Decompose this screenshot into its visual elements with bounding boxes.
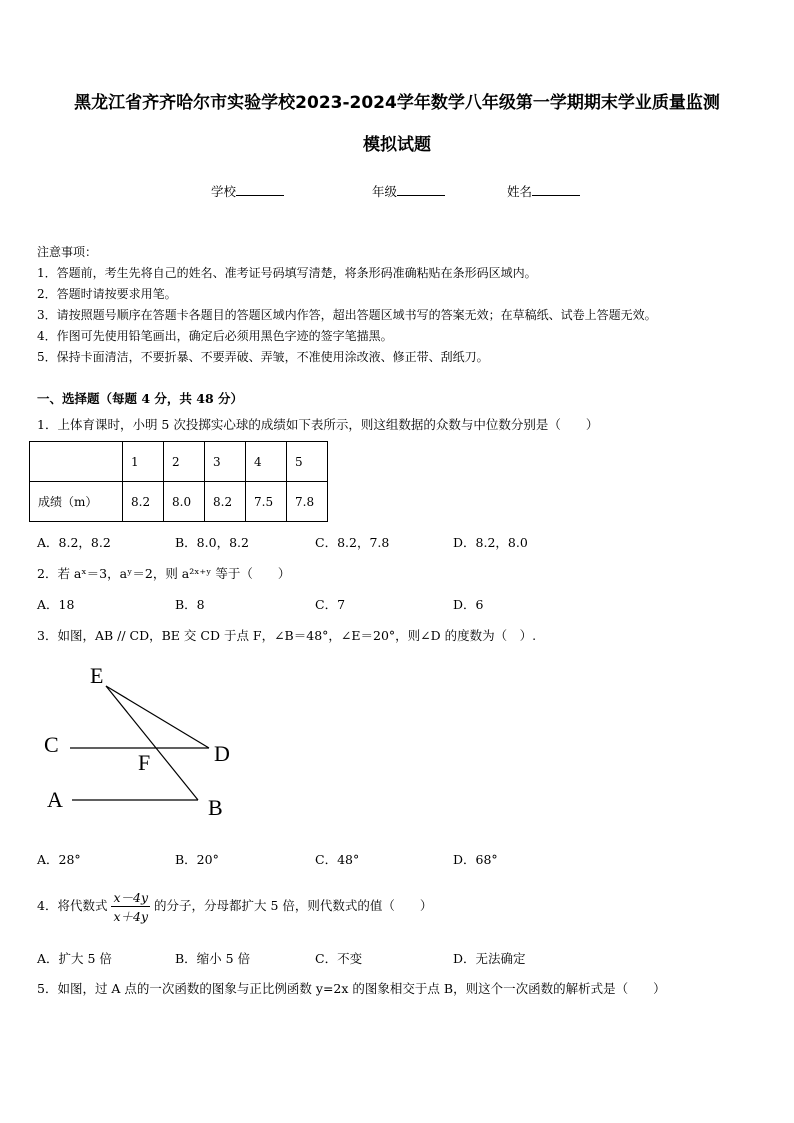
school-label: 学校 xyxy=(211,184,237,199)
option-b[interactable]: B．8.0，8.2 xyxy=(175,535,249,550)
score-table xyxy=(29,441,328,522)
table-cell: 5 xyxy=(287,442,328,482)
point-label-a: A xyxy=(47,787,63,812)
table-cell: 8.0 xyxy=(164,482,205,522)
point-label-b: B xyxy=(208,795,223,820)
grade-field[interactable] xyxy=(372,182,445,200)
fraction-expression xyxy=(111,888,150,925)
school-field[interactable] xyxy=(211,182,284,200)
question-3-text: 3．如图，AB // CD，BE 交 CD 于点 F，∠B＝48°，∠E＝20°，则∠D 的度数为（ ）. xyxy=(37,628,537,643)
note-item: 2．答题时请按要求用笔。 xyxy=(37,287,177,301)
line-ed xyxy=(106,686,209,748)
notes-heading: 注意事项： xyxy=(37,245,98,259)
name-field[interactable] xyxy=(507,182,580,200)
section-heading: 一、选择题（每题 4 分，共 48 分） xyxy=(37,391,244,406)
option-a[interactable]: A．18 xyxy=(37,597,75,612)
point-label-c: C xyxy=(44,732,59,757)
table-cell xyxy=(30,442,123,482)
geometry-figure xyxy=(30,655,260,830)
table-row xyxy=(30,482,328,522)
notes-block xyxy=(37,242,657,368)
option-c[interactable]: C．不变 xyxy=(315,951,363,966)
grade-blank[interactable] xyxy=(397,183,445,196)
question-4-text xyxy=(37,888,432,925)
table-cell: 成绩（m） xyxy=(30,482,123,522)
option-b[interactable]: B．20° xyxy=(175,852,219,867)
fraction-denominator: x＋4y xyxy=(113,909,149,924)
option-d[interactable]: D．6 xyxy=(453,597,484,612)
question-5-text: 5．如图，过 A 点的一次函数的图象与正比例函数 y=2x 的图象相交于点 B，则这个一次函数的解析式是（ ） xyxy=(37,981,666,996)
note-item: 4．作图可先使用铅笔画出，确定后必须用黑色字迹的签字笔描黑。 xyxy=(37,329,393,343)
point-label-e: E xyxy=(90,663,104,688)
table-cell: 7.5 xyxy=(246,482,287,522)
name-blank[interactable] xyxy=(532,183,580,196)
table-cell: 8.2 xyxy=(205,482,246,522)
point-label-d: D xyxy=(214,741,230,766)
line-eb xyxy=(106,686,198,800)
table-cell: 4 xyxy=(246,442,287,482)
exam-title-line2: 模拟试题 xyxy=(363,135,431,155)
exam-title-line1: 黑龙江省齐齐哈尔市实验学校2023-2024学年数学八年级第一学期期末学业质量监测 xyxy=(74,93,720,113)
option-a[interactable]: A．28° xyxy=(37,852,81,867)
option-c[interactable]: C．8.2，7.8 xyxy=(315,535,390,550)
note-item: 3．请按照题号顺序在答题卡各题目的答题区域内作答，超出答题区域书写的答案无效；在草稿纸、试卷上答题无效。 xyxy=(37,308,657,322)
q4-suffix: 的分子，分母都扩大 5 倍，则代数式的值（ ） xyxy=(154,898,433,913)
option-d[interactable]: D．无法确定 xyxy=(453,951,526,966)
table-row xyxy=(30,442,328,482)
table-cell: 7.8 xyxy=(287,482,328,522)
table-cell: 1 xyxy=(123,442,164,482)
name-label: 姓名 xyxy=(507,184,533,199)
point-label-f: F xyxy=(138,750,151,775)
question-1-text: 1．上体育课时，小明 5 次投掷实心球的成绩如下表所示，则这组数据的众数与中位数分别是（ ） xyxy=(37,417,599,432)
school-blank[interactable] xyxy=(236,183,284,196)
option-b[interactable]: B．缩小 5 倍 xyxy=(175,951,251,966)
q4-prefix: 4．将代数式 xyxy=(37,898,108,913)
option-d[interactable]: D．68° xyxy=(453,852,498,867)
table-cell: 2 xyxy=(164,442,205,482)
option-c[interactable]: C．7 xyxy=(315,597,346,612)
option-b[interactable]: B．8 xyxy=(175,597,205,612)
note-item: 5．保持卡面清洁，不要折暴、不要弄破、弄皱，不准使用涂改液、修正带、刮纸刀。 xyxy=(37,350,489,364)
table-cell: 8.2 xyxy=(123,482,164,522)
fraction-numerator: x－4y xyxy=(113,890,149,905)
grade-label: 年级 xyxy=(372,184,398,199)
option-c[interactable]: C．48° xyxy=(315,852,360,867)
option-a[interactable]: A．8.2，8.2 xyxy=(37,535,111,550)
option-a[interactable]: A．扩大 5 倍 xyxy=(37,951,112,966)
note-item: 1．答题前，考生先将自己的姓名、准考证号码填写清楚，将条形码准确粘贴在条形码区域内。 xyxy=(37,266,537,280)
question-2-text: 2．若 aˣ＝3，aʸ＝2，则 a²ˣ⁺ʸ 等于（ ） xyxy=(37,566,291,581)
table-cell: 3 xyxy=(205,442,246,482)
option-d[interactable]: D．8.2，8.0 xyxy=(453,535,528,550)
